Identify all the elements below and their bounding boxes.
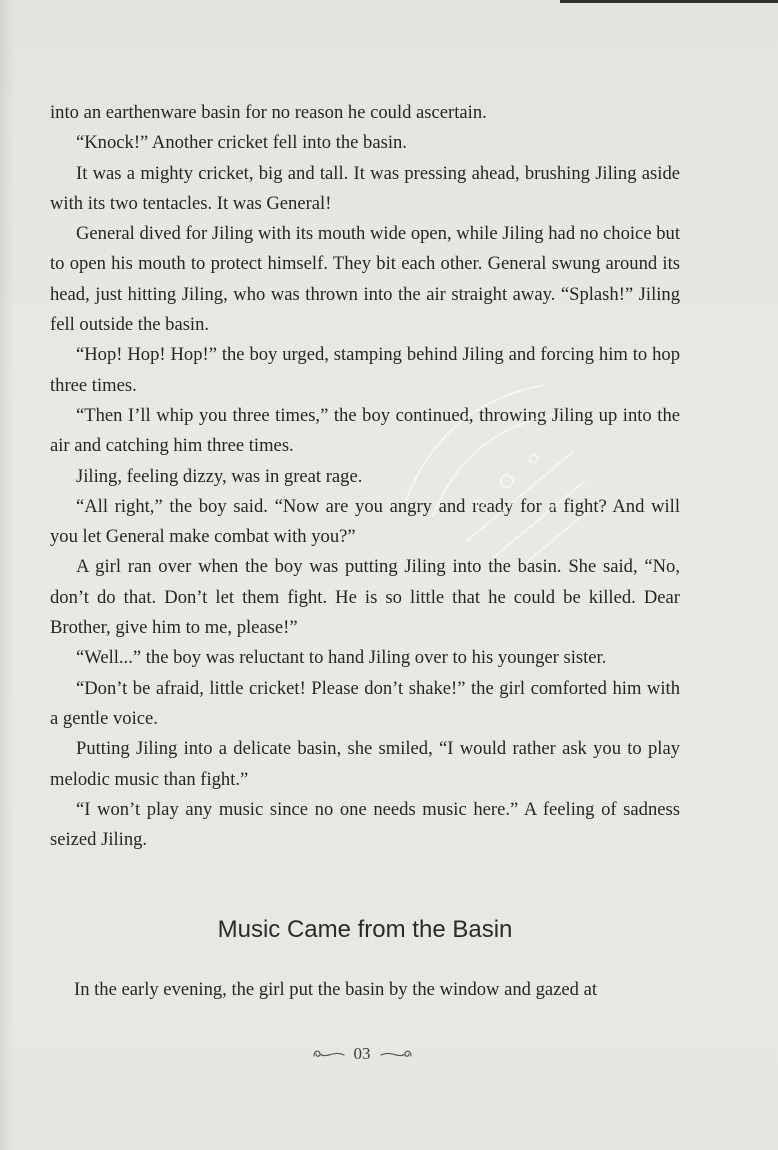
- body-text: [50, 98, 680, 855]
- paragraph: It was a mighty cricket, big and tall. It was pressing ahead, brushing Jiling aside with its two tentacles. It was General!: [50, 162, 680, 214]
- page-top-edge: [560, 0, 778, 3]
- paragraph: Jiling, feeling dizzy, was in great rage.: [76, 465, 363, 487]
- scroll-ornament-left-icon: [312, 1047, 346, 1061]
- paragraph: General dived for Jiling with its mouth wide open, while Jiling had no choice but to open his mouth to protect himself. They bit each other. General swung around its head, just hitting Jiling, who was thrown into the air straight away. “Splash!” Jiling fell outside the basin.: [50, 223, 680, 336]
- paragraph: “I won’t play any music since no one needs music here.” A feeling of sadness seized Jiling.: [50, 798, 680, 851]
- paragraph: Putting Jiling into a delicate basin, she smiled, “I would rather ask you to play melodic music than fight.”: [50, 738, 680, 790]
- paragraph: “Well...” the boy was reluctant to hand Jiling over to his younger sister.: [76, 647, 607, 669]
- paragraph: into an earthenware basin for no reason he could ascertain.: [50, 102, 487, 123]
- paragraph: “Knock!” Another cricket fell into the basin.: [76, 132, 407, 154]
- paragraph: “Then I’ll whip you three times,” the boy continued, throwing Jiling up into the air and catching him three times.: [50, 404, 680, 457]
- scroll-ornament-right-icon: [379, 1047, 413, 1061]
- paragraph: “All right,” the boy said. “Now are you angry and ready for a fight? And will you let General make combat with you?”: [50, 495, 680, 548]
- section-heading: Music Came from the Basin: [217, 916, 513, 943]
- page-footer: [300, 1040, 424, 1068]
- page-number: 03: [353, 1044, 371, 1063]
- section-text: [50, 975, 680, 1005]
- paragraph: In the early evening, the girl put the basin by the window and gazed at: [74, 979, 598, 1000]
- paragraph: A girl ran over when the boy was putting Jiling into the basin. She said, “No, don’t do that. Don’t let them fight. He is so little that he could be killed. Dear Brother, give him to me, please!”: [50, 556, 680, 639]
- paragraph: “Don’t be afraid, little cricket! Please don’t shake!” the girl comforted him with a gentle voice.: [50, 677, 680, 729]
- paragraph: “Hop! Hop! Hop!” the boy urged, stamping behind Jiling and forcing him to hop three times.: [50, 344, 680, 396]
- binding-shadow: [0, 0, 14, 1150]
